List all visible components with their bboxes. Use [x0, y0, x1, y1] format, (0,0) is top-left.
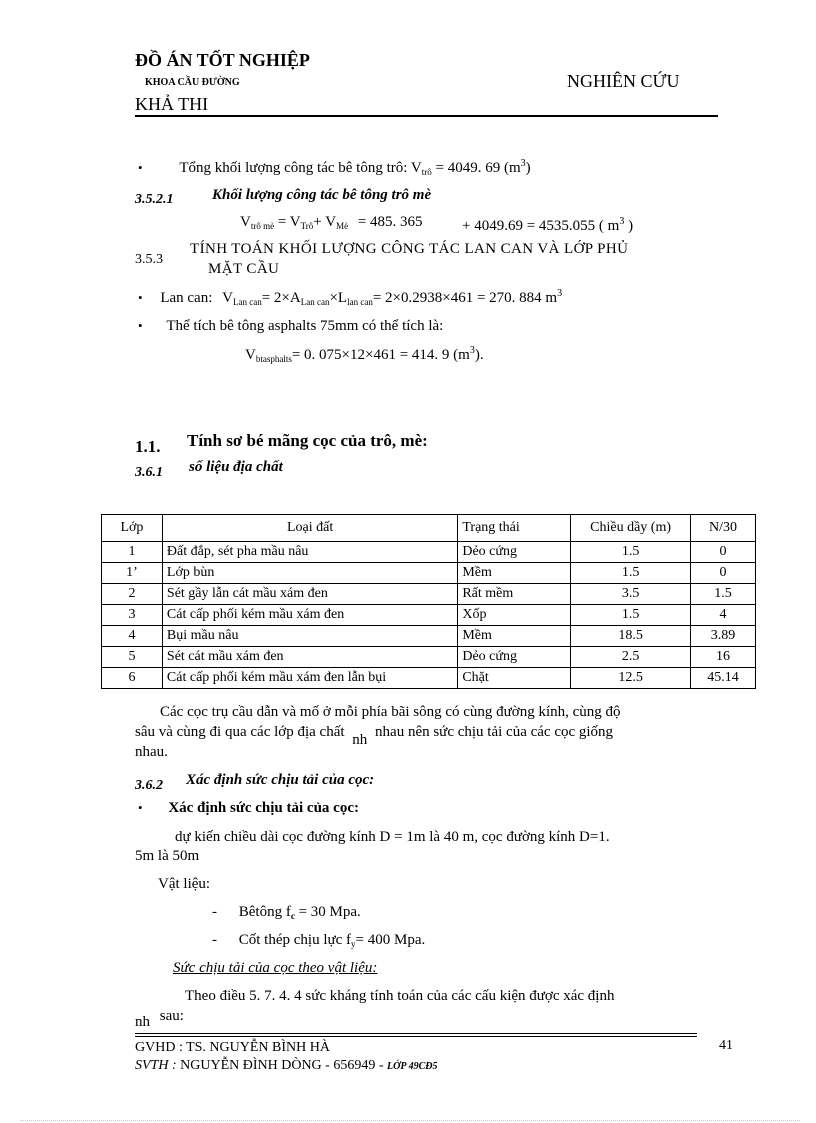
col-header: Trạng thái: [458, 515, 571, 542]
f-v1-sub: trô mè: [250, 221, 275, 231]
topic-left: KHẢ THI: [135, 94, 209, 114]
s362-bullet-line: [138, 800, 359, 817]
lan-can-label: Lan can:: [160, 290, 213, 306]
topic-right: NGHIÊN CỨU: [567, 71, 680, 91]
s353-title-2: MẶT CẦU: [208, 261, 280, 277]
mat2-sub: y: [351, 939, 356, 949]
cell-thickness: 1.5: [571, 563, 691, 584]
cell-n30: 0: [691, 542, 756, 563]
cell-state: Chặt: [458, 668, 571, 689]
s362-num: 3.6.2: [135, 778, 163, 793]
f-v2-sub: Trô: [300, 221, 314, 231]
asphalt-line: [138, 318, 443, 335]
cell-layer: 4: [102, 626, 163, 647]
para2-line1: dự kiến chiều dài cọc đường kính D = 1m là 40 m, cọc đường kính D=1.: [175, 829, 610, 845]
s3521-formula: [240, 214, 423, 231]
cell-state: Mềm: [458, 563, 571, 584]
header-rule: [135, 115, 718, 117]
page-number: 41: [719, 1038, 733, 1053]
cell-n30: 45.14: [691, 668, 756, 689]
lc-v: V: [222, 290, 233, 306]
f-close: ): [628, 218, 634, 234]
cell-state: Dẻo cứng: [458, 542, 571, 563]
f-v3-sub: Mè: [336, 221, 349, 231]
para1-nh: nh: [352, 732, 368, 748]
s1-text: Tổng khối lượng công tác bê tông trô:: [179, 160, 408, 176]
cell-n30: 4: [691, 605, 756, 626]
cell-layer: 6: [102, 668, 163, 689]
bullet: •: [138, 290, 143, 305]
cell-soil: Sét gầy lẫn cát mầu xám đen: [162, 584, 457, 605]
s11-title: Tính sơ bé mãng cọc của trô, mè:: [187, 431, 428, 450]
dash: -: [212, 932, 217, 948]
as-exp: 3: [469, 345, 475, 356]
s3521-num: 3.5.2.1: [135, 192, 174, 207]
cell-thickness: 12.5: [571, 668, 691, 689]
cell-thickness: 3.5: [571, 584, 691, 605]
cell-state: Xốp: [458, 605, 571, 626]
footer-gvhd: GVHD : TS. NGUYỄN BÌNH HÀ: [135, 1040, 330, 1055]
capacity-title: Sức chịu tải của cọc theo vật liệu:: [173, 960, 378, 976]
asphalt-text: Thể tích bê tông asphalts 75mm có thể tích là:: [166, 318, 444, 334]
bullet: •: [138, 318, 143, 333]
lc-exp: 3: [557, 288, 563, 299]
cell-thickness: 2.5: [571, 647, 691, 668]
s362-bullet-text: Xác định sức chịu tải của cọc:: [168, 800, 359, 816]
s1-exp: 3: [520, 158, 526, 169]
cell-soil: Cát cấp phối kém mầu xám đen lẫn bụi: [162, 668, 457, 689]
svth-name: NGUYỄN ĐÌNH DÒNG - 656949 -: [180, 1058, 384, 1073]
lc-a-sub: Lan can: [300, 297, 330, 307]
col-header: Chiều dầy (m): [571, 515, 691, 542]
bullet: •: [138, 800, 143, 815]
s1-var: V: [410, 160, 422, 176]
table-row: [102, 563, 756, 584]
table-row: [102, 542, 756, 563]
cell-state: Mềm: [458, 626, 571, 647]
s1-line: [138, 160, 531, 177]
table-row: [102, 605, 756, 626]
f-exp: 3: [619, 216, 625, 227]
mat1-text: Bêtông f: [238, 904, 291, 920]
cell-soil: Lớp bùn: [162, 563, 457, 584]
material-label: Vật liệu:: [158, 876, 211, 892]
table-row: [102, 584, 756, 605]
f-plus: + V: [313, 214, 337, 230]
department: KHOA CẦU ĐƯỜNG: [145, 77, 240, 88]
lan-can-line: [138, 290, 562, 307]
f-eq2: = 485. 365: [357, 214, 423, 230]
para3-sau: sau:: [159, 1008, 184, 1024]
cell-thickness: 1.5: [571, 542, 691, 563]
svth-label: SVTH :: [135, 1058, 177, 1073]
f-eq1: = V: [277, 214, 301, 230]
as-v: V: [245, 347, 256, 363]
mat2-rest: = 400 Mpa.: [355, 932, 426, 948]
cell-layer: 3: [102, 605, 163, 626]
doc-title: ĐỒ ÁN TỐT NGHIỆP: [135, 50, 310, 70]
as-close: ).: [474, 347, 484, 363]
para1-line2a: sâu và cùng đi qua các lớp địa chất: [135, 724, 345, 740]
s362-title: Xác định sức chịu tải của cọc:: [186, 772, 375, 788]
s1-close: ): [525, 160, 531, 176]
para3-line2: [135, 1008, 184, 1030]
footer-rule-2: [135, 1036, 697, 1037]
mat2-text: Cốt thép chịu lực f: [238, 932, 352, 948]
cell-soil: Cát cấp phối kém mầu xám đen: [162, 605, 457, 626]
material-item-1: [212, 904, 361, 921]
cell-n30: 1.5: [691, 584, 756, 605]
cell-n30: 3.89: [691, 626, 756, 647]
svth-class: LỚP 49CĐ5: [387, 1061, 438, 1072]
lc-v-sub: Lan can: [232, 297, 262, 307]
f-v1: V: [240, 214, 251, 230]
para3-line1: Theo điều 5. 7. 4. 4 sức kháng tính toán của các cấu kiện được xác định: [185, 988, 615, 1004]
footer-svth: [135, 1058, 437, 1074]
page-edge: [20, 1120, 800, 1121]
cell-layer: 1’: [102, 563, 163, 584]
cell-layer: 2: [102, 584, 163, 605]
table-row: [102, 626, 756, 647]
s3521-formula-2: [462, 218, 633, 235]
geology-table: [101, 514, 756, 689]
s353-title-1: TÍNH TOÁN KHỐI LƯỢNG CÔNG TÁC LAN CAN VÀ LỚP PHỦ: [190, 241, 629, 257]
table-header-row: [102, 515, 756, 542]
para2-line2: 5m là 50m: [135, 848, 200, 864]
lc-l-sub: lan can: [347, 297, 373, 307]
s361-num: 3.6.1: [135, 465, 163, 480]
s3521-title: Khối lượng công tác bê tông trô mè: [212, 187, 432, 203]
cell-state: Rất mềm: [458, 584, 571, 605]
s1-var-sub: trô: [421, 167, 432, 177]
lc-rhs: = 2×0.2938×461 = 270. 884 m: [372, 290, 558, 306]
para3-nh: nh: [135, 1014, 150, 1030]
col-header: N/30: [691, 515, 756, 542]
para1-line3: nhau.: [135, 744, 168, 760]
s353-num: 3.5.3: [135, 252, 163, 267]
cell-thickness: 18.5: [571, 626, 691, 647]
cell-layer: 5: [102, 647, 163, 668]
para1-line2b: nhau nên sức chịu tải của các cọc giống: [375, 724, 614, 740]
cell-n30: 16: [691, 647, 756, 668]
as-rhs: = 0. 075×12×461 = 414. 9 (m: [291, 347, 470, 363]
lc-x: ×L: [329, 290, 348, 306]
mat1-rest: = 30 Mpa.: [298, 904, 361, 920]
f-unit: m: [607, 218, 620, 234]
f-eq3: + 4049.69 = 4535.055 (: [462, 218, 604, 234]
asphalt-formula: [245, 347, 484, 364]
s361-title: số liệu địa chất: [189, 459, 283, 475]
footer-rule-1: [135, 1033, 697, 1034]
bullet: •: [138, 160, 143, 175]
col-header: Lớp: [102, 515, 163, 542]
material-item-2: [212, 932, 425, 949]
cell-soil: Đất đắp, sét pha mầu nâu: [162, 542, 457, 563]
as-v-sub: btasphalts: [255, 354, 292, 364]
cell-soil: Sét cát mầu xám đen: [162, 647, 457, 668]
s11-num: 1.1.: [135, 437, 161, 456]
cell-state: Dẻo cứng: [458, 647, 571, 668]
s1-eq: = 4049. 69 (m: [435, 160, 521, 176]
table-row: [102, 647, 756, 668]
cell-soil: Bụi mầu nâu: [162, 626, 457, 647]
cell-n30: 0: [691, 563, 756, 584]
lc-eq: = 2×A: [261, 290, 301, 306]
col-header: Loại đất: [162, 515, 457, 542]
para1-line1: Các cọc trụ cầu dẫn và mố ở mỗi phía bãi sông có cùng đường kính, cùng độ: [160, 704, 621, 720]
table-row: [102, 668, 756, 689]
mat1-sub: c: [290, 911, 295, 921]
para1-line2: [135, 724, 614, 748]
cell-layer: 1: [102, 542, 163, 563]
dash: -: [212, 904, 217, 920]
cell-thickness: 1.5: [571, 605, 691, 626]
